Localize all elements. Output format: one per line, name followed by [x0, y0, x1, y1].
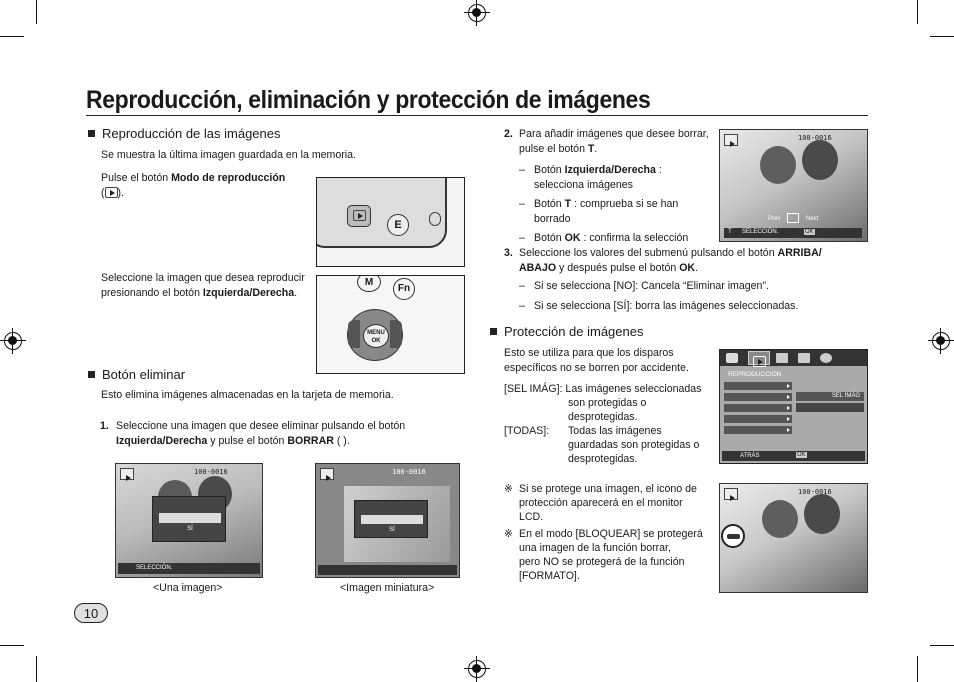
crop-mark [36, 656, 37, 682]
file-counter: 100-0016 [798, 134, 832, 142]
playback-icon [726, 139, 736, 150]
menu-row [724, 393, 792, 401]
registration-mark-icon [4, 332, 22, 350]
section-heading-reproduccion [88, 126, 281, 142]
delete-check-icon [787, 213, 799, 223]
heading-text: Reproducción de las imágenes [102, 126, 281, 141]
dash: – [519, 280, 525, 292]
delete-dialog [152, 496, 226, 542]
crop-mark [930, 36, 954, 37]
lcd-bottom-bar [318, 565, 457, 575]
text-line: presionando el botón Izquierda/Derecha. [101, 287, 298, 299]
bullet-icon [490, 328, 497, 335]
caption-una-imagen: <Una imagen> [153, 582, 223, 594]
ok-label: OK [371, 338, 381, 344]
text-line: desprotegidas. [568, 411, 638, 423]
text-line: Seleccione una imagen que desee eliminar pulsando el botón [116, 420, 406, 432]
text-line: Si se selecciona [SÍ]: borra las imágenes seleccionadas. [534, 300, 799, 312]
menu-tab-bar [720, 350, 868, 366]
text-line: son protegidas o [568, 397, 647, 409]
ok-label: OK [805, 229, 814, 235]
photo-person [762, 500, 798, 538]
text-line: [TODAS]: [504, 425, 550, 437]
playback-icon [753, 356, 766, 367]
text-line: En el modo [BLOQUEAR] se protegerá [519, 528, 703, 540]
bullet-icon [88, 371, 95, 378]
sound-tab-icon [776, 353, 788, 363]
delete-dialog [354, 500, 428, 538]
ok-label: OK [797, 452, 806, 458]
camera-dpad-illustration [316, 275, 465, 374]
text-line: pero NO se protegerá de la función [519, 556, 685, 568]
text-line: Todas las imágenes [568, 425, 662, 437]
text-line: Esto elimina imágenes almacenadas en la tarjeta de memoria. [101, 389, 394, 401]
registration-mark-icon [468, 660, 486, 678]
text-line: protección aparecerá en el monitor [519, 497, 683, 509]
text-line: ABAJO y después pulse el botón OK. [519, 262, 699, 274]
menu-ok-button [363, 324, 389, 348]
playback-icon [726, 493, 736, 504]
text-line: Seleccione los valores del submenú pulsando el botón ARRIBA/ [519, 247, 822, 259]
fn-button: Fn [393, 278, 415, 300]
dpad-right-highlight [390, 320, 402, 348]
crop-mark [930, 645, 954, 646]
submenu-todas [796, 403, 864, 412]
playback-icon-box [724, 488, 738, 500]
file-counter: 100-0016 [392, 468, 426, 476]
camera-edge [429, 212, 441, 226]
t-label: T [728, 229, 732, 235]
playback-icon [322, 473, 332, 484]
text-line: LCD. [519, 511, 544, 523]
text-line: pulse el botón T. [519, 143, 598, 155]
protect-key-icon [721, 524, 745, 548]
playback-icon [122, 473, 132, 484]
text-line: Para añadir imágenes que desee borrar, [519, 128, 709, 140]
menu-row [724, 404, 792, 412]
text-line: selecciona imágenes [534, 179, 633, 191]
text-line: Si se selecciona [NO]: Cancela “Eliminar imagen”. [534, 280, 769, 292]
lcd-bottom-bar [722, 451, 865, 461]
lcd-screen-menu [719, 349, 868, 464]
dash: – [519, 300, 525, 312]
lcd-bottom-bar [118, 563, 260, 574]
lcd-bottom-bar [724, 228, 862, 238]
next-label: Next [806, 216, 819, 222]
dialog-option-si: SÍ [389, 527, 395, 533]
photo-person [804, 494, 840, 534]
atras-label: ATRÁS [740, 453, 760, 459]
menu-row [724, 382, 792, 390]
page-title: Reproducción, eliminación y protección de imágenes [86, 86, 651, 114]
key-shape [727, 534, 740, 539]
playback-icon-box [120, 468, 134, 480]
dash: – [519, 198, 525, 210]
protect-tab-icon [726, 353, 738, 363]
menu-row [724, 426, 792, 434]
menu-title: REPRODUCCIÓN [728, 371, 782, 378]
crop-mark [917, 656, 918, 682]
step-number: 3. [504, 247, 513, 259]
lcd-screen-selection [719, 129, 868, 242]
lcd-screen-thumbnail [315, 463, 460, 578]
section-heading-eliminar [88, 367, 185, 383]
heading-text: Protección de imágenes [504, 324, 644, 339]
note-mark: ※ [504, 483, 513, 495]
heading-text: Botón eliminar [102, 367, 186, 382]
playback-tab-icon [748, 351, 770, 365]
text-line: Seleccione la imagen que desea reproducir [101, 272, 305, 284]
dialog-option-si: SÍ [187, 526, 193, 532]
playback-icon-box [724, 134, 738, 146]
step-number: 1. [100, 420, 109, 432]
playback-icon-box [320, 468, 334, 480]
text-line: Pulse el botón Modo de reproducción [101, 172, 286, 184]
menu-row [724, 415, 792, 423]
dialog-option-no [159, 513, 221, 523]
text-line: Si se protege una imagen, el icono de [519, 483, 697, 495]
text-line: Izquierda/Derecha y pulse el botón BORRAR ( ). [116, 435, 350, 447]
text-line: Se muestra la última imagen guardada en la memoria. [101, 149, 356, 161]
bullet-icon [88, 130, 95, 137]
file-counter: 100-0016 [798, 488, 832, 496]
dpad-left-highlight [348, 320, 360, 348]
text-line: específicos no se borren por accidente. [504, 362, 689, 374]
prev-label: Prev [768, 216, 781, 222]
text-line: Botón Izquierda/Derecha : [534, 164, 662, 176]
text-line: guardadas son protegidas o [568, 439, 700, 451]
e-button: E [387, 214, 409, 236]
file-counter: 100-0016 [194, 468, 228, 476]
title-rule [86, 115, 868, 116]
playback-button [347, 205, 371, 227]
crop-mark [917, 0, 918, 24]
text-line: ( ). [101, 187, 125, 199]
lcd-screen-protected [719, 483, 868, 593]
photo-person [760, 146, 796, 184]
playback-icon [353, 210, 366, 221]
section-heading-proteccion [490, 324, 643, 340]
page-number: 10 [74, 603, 108, 623]
m-button: M [357, 275, 381, 292]
crop-mark [0, 36, 24, 37]
seleccion-label: SELECCIÓN. [742, 229, 779, 235]
dash: – [519, 232, 525, 244]
text-line: Esto se utiliza para que los disparos [504, 347, 674, 359]
step-number: 2. [504, 128, 513, 140]
settings-tab-icon [820, 353, 832, 363]
text-line: Botón OK : confirma la selección [534, 232, 689, 244]
crop-mark [36, 0, 37, 24]
submenu-sel-imag: SEL IMÁG [796, 392, 864, 401]
lcd-screen-single [115, 463, 263, 578]
registration-mark-icon [468, 4, 486, 22]
text-line: [SEL IMÁG]: Las imágenes seleccionadas [504, 383, 702, 395]
seleccion-label: SELECCIÓN. [136, 565, 173, 571]
playback-icon [105, 187, 118, 198]
photo-person [802, 140, 838, 180]
crop-mark [0, 645, 24, 646]
note-mark: ※ [504, 528, 513, 540]
display-tab-icon [798, 353, 810, 363]
text-line: desprotegidas. [568, 453, 638, 465]
text-line: una imagen de la función borrar, [519, 542, 671, 554]
text-line: Botón T : comprueba si se han [534, 198, 679, 210]
dash: – [519, 164, 525, 176]
camera-back-illustration [316, 177, 465, 267]
text-line: borrado [534, 213, 571, 225]
dialog-option-no [361, 515, 423, 524]
registration-mark-icon [932, 332, 950, 350]
text-line: [FORMATO]. [519, 570, 580, 582]
camera-body [316, 177, 447, 248]
caption-imagen-miniatura: <Imagen miniatura> [340, 582, 435, 594]
menu-label: MENU [367, 330, 385, 336]
